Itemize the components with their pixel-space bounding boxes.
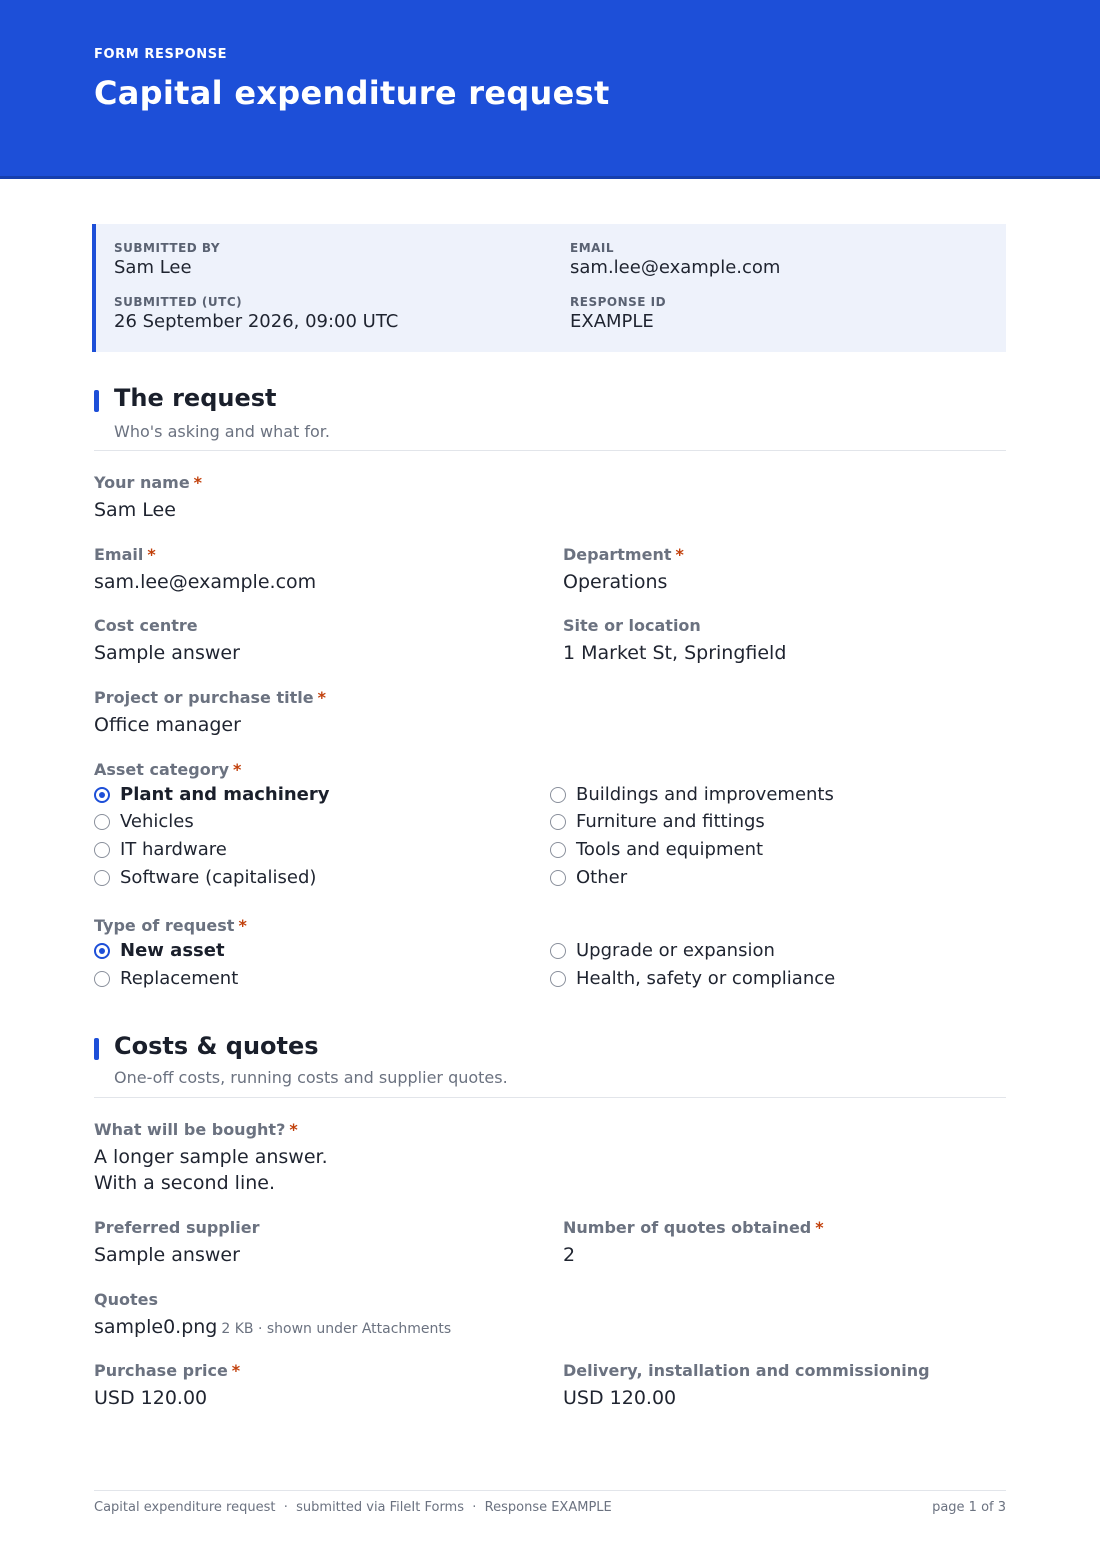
option-vehicles: Vehicles [94,811,194,832]
section-subtitle: One-off costs, running costs and supplier quotes. [114,1068,508,1087]
section-costs-header [94,1032,1006,1098]
required-marker: * [815,1218,824,1237]
form-kicker: FORM RESPONSE [94,47,228,62]
field-label: Site or location [563,616,701,635]
option-software: Software (capitalised) [94,867,316,888]
field-value: USD 120.00 [94,1387,208,1409]
attachment-note: 2 KB · shown under Attachments [221,1321,452,1337]
field-label: Department [563,545,672,564]
section-title: Costs & quotes [114,1032,319,1060]
field-value: USD 120.00 [563,1387,677,1409]
field-label: Quotes [94,1290,159,1309]
required-marker: * [675,545,684,564]
required-marker: * [289,1120,298,1139]
field-value: 2 [563,1244,576,1266]
field-asset-category [94,760,241,779]
section-accent-bar [94,390,99,412]
section-accent-bar [94,1038,99,1060]
option-furniture: Furniture and fittings [550,811,765,832]
field-value: Sample answer [94,1244,240,1266]
section-title: The request [114,384,277,412]
radio-empty-icon [550,870,566,886]
field-label: Asset category [94,760,230,779]
meta-submitted-by: SUBMITTED BY Sam Lee [114,241,221,278]
radio-empty-icon [550,787,566,803]
submission-meta-panel [92,224,1006,352]
field-value: Sample answer [94,642,240,664]
required-marker: * [193,473,203,492]
required-marker: * [231,1361,241,1380]
field-label: Email [94,545,144,564]
field-label: Project or purchase title [94,688,314,707]
page-footer [94,1490,1006,1515]
field-label: Cost centre [94,616,198,635]
radio-empty-icon [550,943,566,959]
radio-empty-icon [94,814,110,830]
radio-empty-icon [94,842,110,858]
radio-empty-icon [550,971,566,987]
field-label: Preferred supplier [94,1218,260,1237]
field-label: What will be bought? [94,1120,286,1139]
option-buildings: Buildings and improvements [550,784,834,805]
required-marker: * [147,545,156,564]
required-marker: * [317,688,326,707]
field-project-title [94,688,326,738]
required-marker: * [238,916,247,935]
radio-selected-icon [94,943,110,959]
field-value: 1 Market St, Springfield [563,642,787,664]
option-plant-machinery: Plant and machinery [94,784,330,805]
field-label: Type of request [94,916,235,935]
option-replacement: Replacement [94,968,238,989]
footer-left-text: Capital expenditure request · submitted via FileIt Forms · Response EXAMPLE [94,1500,612,1515]
field-what-bought [94,1120,328,1196]
field-request-type [94,916,247,935]
field-value: sam.lee@example.com [94,571,317,593]
section-subtitle: Who's asking and what for. [114,422,330,441]
radio-empty-icon [550,842,566,858]
field-purchase-price [94,1361,240,1411]
field-email [94,545,316,595]
meta-email: EMAIL sam.lee@example.com [570,241,781,278]
option-it-hardware: IT hardware [94,839,227,860]
option-new-asset: New asset [94,940,225,961]
field-label: Purchase price [94,1361,228,1380]
page-number: page 1 of 3 [932,1500,1006,1515]
field-department [563,545,684,595]
option-tools: Tools and equipment [550,839,763,860]
radio-empty-icon [94,971,110,987]
field-number-of-quotes [563,1218,824,1268]
option-upgrade: Upgrade or expansion [550,940,775,961]
header-banner [0,0,1100,179]
radio-empty-icon [550,814,566,830]
field-value: Office manager [94,714,241,736]
field-label: Delivery, installation and commissioning [563,1361,930,1380]
section-request-header [94,384,1006,451]
field-value: A longer sample answer. With a second line. [94,1146,328,1194]
field-quotes [94,1290,451,1342]
meta-response-id: RESPONSE ID EXAMPLE [570,295,667,332]
option-other: Other [550,867,627,888]
option-health-safety: Health, safety or compliance [550,968,835,989]
attachment-file-name: sample0.png [94,1316,218,1338]
radio-empty-icon [94,870,110,886]
required-marker: * [233,760,242,779]
field-label: Number of quotes obtained [563,1218,812,1237]
field-your-name [94,473,202,523]
field-site [563,616,786,666]
meta-submitted-time: SUBMITTED (UTC) 26 September 2026, 09:00 UTC [114,295,399,332]
field-value: Operations [563,571,668,593]
field-preferred-supplier [94,1218,259,1268]
field-label: Your name [94,473,190,492]
radio-selected-icon [94,787,110,803]
field-delivery-cost [563,1361,930,1411]
page-title: Capital expenditure request [94,74,610,112]
field-cost-centre [94,616,240,666]
field-value: Sam Lee [94,499,176,521]
